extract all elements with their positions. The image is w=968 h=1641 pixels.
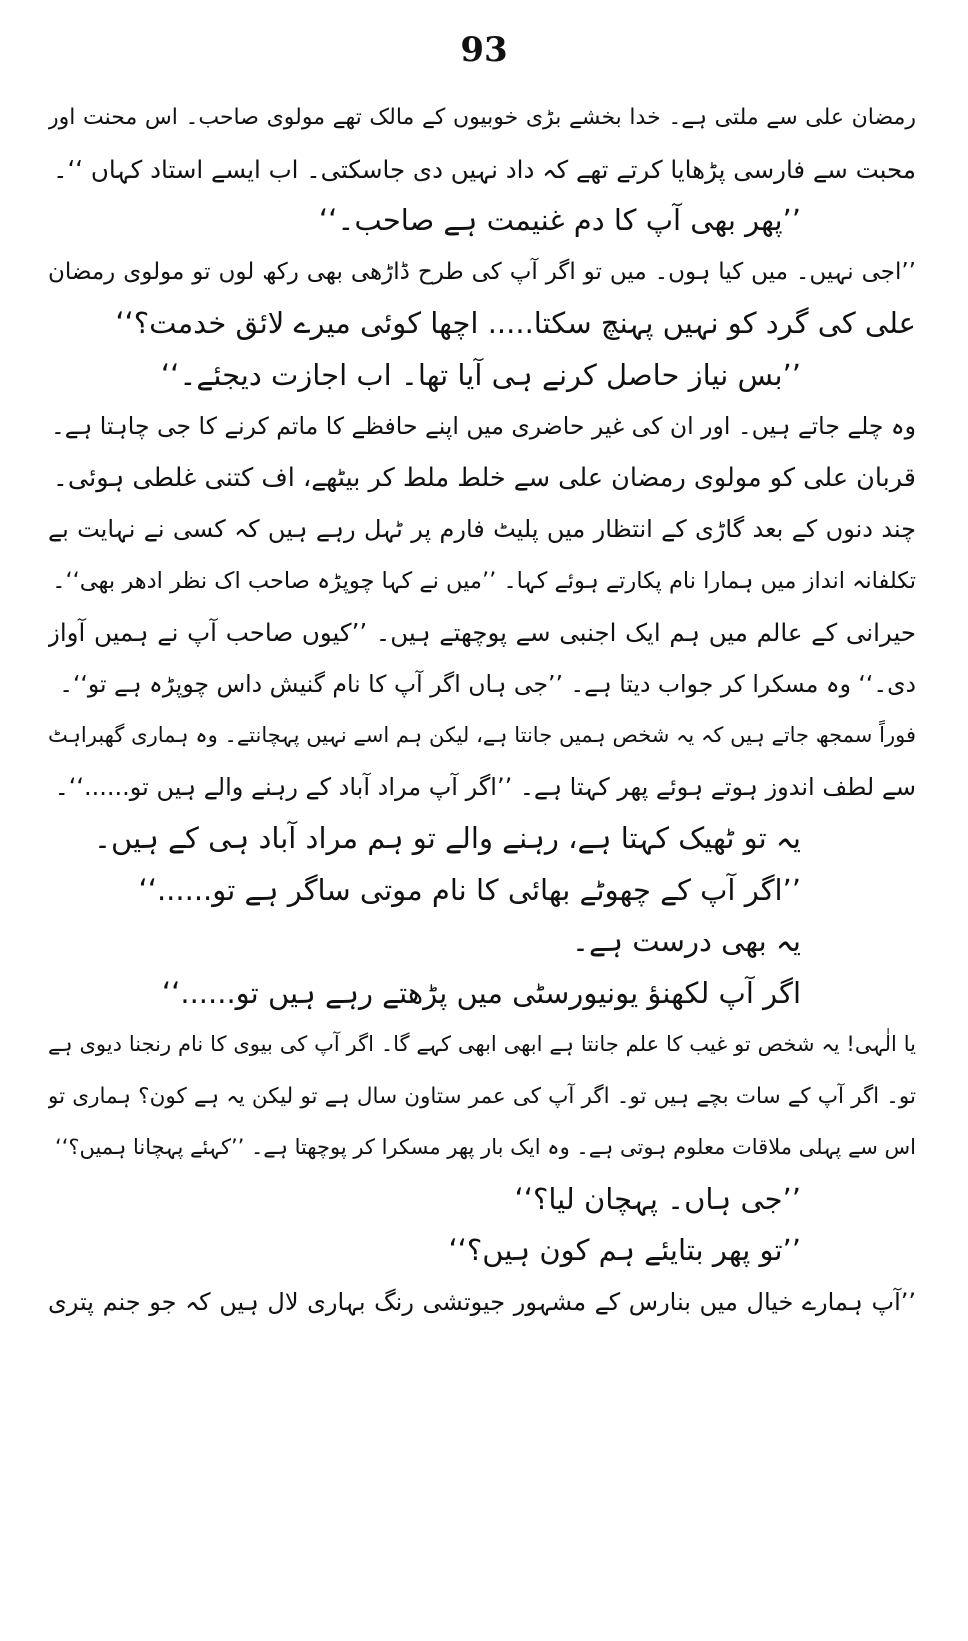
text-line: ’’آپ ہمارے خیال میں بنارس کے مشہور جیوتشی رنگ بہاری لال ہیں کہ جو جنم پتری: [48, 1287, 916, 1316]
text-line: علی کی گرد کو نہیں پہنچ سکتا..... اچھا کوئی میرے لائق خدمت؟‘‘: [115, 306, 916, 340]
text-line: فوراً سمجھ جاتے ہیں کہ یہ شخص ہمیں جانتا ہے، لیکن ہم اسے نہیں پہچانتے۔ وہ ہماری گھبراہٹ: [48, 723, 916, 747]
text-line: اگر آپ لکھنؤ یونیورسٹی میں پڑھتے رہے ہیں تو......‘‘: [161, 975, 801, 1010]
text-line: رمضان علی سے ملتی ہے۔ خدا بخشے بڑی خوبیوں کے مالک تھے مولوی صاحب۔ اس محنت اور: [48, 105, 916, 130]
text-line: ’’پھر بھی آپ کا دم غنیمت ہے صاحب۔‘‘: [318, 203, 801, 237]
text-line: ’’بس نیاز حاصل کرنے ہی آیا تھا۔ اب اجازت دیجئے۔‘‘: [160, 357, 801, 392]
text-line: وہ چلے جاتے ہیں۔ اور ان کی غیر حاضری میں اپنے حافظے کا ماتم کرنے کا جی چاہتا ہے۔: [51, 412, 916, 440]
text-line: ’’تو پھر بتایئے ہم کون ہیں؟‘‘: [448, 1233, 801, 1267]
text-line: چند دنوں کے بعد گاڑی کے انتظار میں پلیٹ فارم پر ٹہل رہے ہیں کہ کسی نے نہایت بے: [48, 515, 916, 543]
text-line: ’’جی ہاں۔ پہچان لیا؟‘‘: [514, 1181, 801, 1216]
text-line: تو۔ اگر آپ کے سات بچے ہیں تو۔ اگر آپ کی عمر ستاون سال ہے تو لیکن یہ ہے کون؟ ہماری تو: [48, 1083, 916, 1109]
text-line: حیرانی کے عالم میں ہم ایک اجنبی سے پوچھتے ہیں۔ ’’کیوں صاحب آپ نے ہمیں آواز: [48, 618, 916, 647]
text-line: سے لطف اندوز ہوتے ہوئے پھر کہتا ہے۔ ’’اگر آپ مراد آباد کے رہنے والے ہیں تو......‘‘۔: [54, 772, 916, 801]
page-number: 93: [460, 30, 508, 70]
text-line: قربان علی کو مولوی رمضان علی سے خلط ملط کر بیٹھے، اف کتنی غلطی ہوئی۔: [52, 462, 916, 493]
text-line: محبت سے فارسی پڑھایا کرتے تھے کہ داد نہیں دی جاسکتی۔ اب ایسے استاد کہاں ‘‘۔: [53, 154, 916, 184]
text-line: دی۔‘‘ وہ مسکرا کر جواب دیتا ہے۔ ’’جی ہاں اگر آپ کا نام گنیش داس چوپڑہ ہے تو‘‘۔: [59, 669, 916, 698]
body-text: [48, 92, 916, 1328]
text-line: یہ تو ٹھیک کہتا ہے، رہنے والے تو ہم مراد آباد ہی کے ہیں۔: [94, 821, 801, 855]
text-line: ’’اگر آپ کے چھوٹے بھائی کا نام موتی ساگر ہے تو......‘‘: [138, 872, 801, 907]
text-line: ’’اجی نہیں۔ میں کیا ہوں۔ میں تو اگر آپ کی طرح ڈاڑھی بھی رکھ لوں تو مولوی رمضان: [48, 258, 916, 285]
text-line: تکلفانہ انداز میں ہمارا نام پکارتے ہوئے کہا۔ ’’میں نے کہا چوپڑہ صاحب اک نظر ادھر بھی‘‘۔: [52, 567, 916, 594]
text-line: اس سے پہلی ملاقات معلوم ہوتی ہے۔ وہ ایک بار پھر مسکرا کر پوچھتا ہے۔ ’’کہئے پہچانا ہمیں؟‘‘: [55, 1135, 916, 1159]
text-line: یا الٰہی! یہ شخص تو غیب کا علم جانتا ہے ابھی ابھی کہے گا۔ اگر آپ کی بیوی کا نام رنجنا دیوی ہے: [48, 1032, 916, 1056]
text-line: یہ بھی درست ہے۔: [572, 924, 801, 958]
